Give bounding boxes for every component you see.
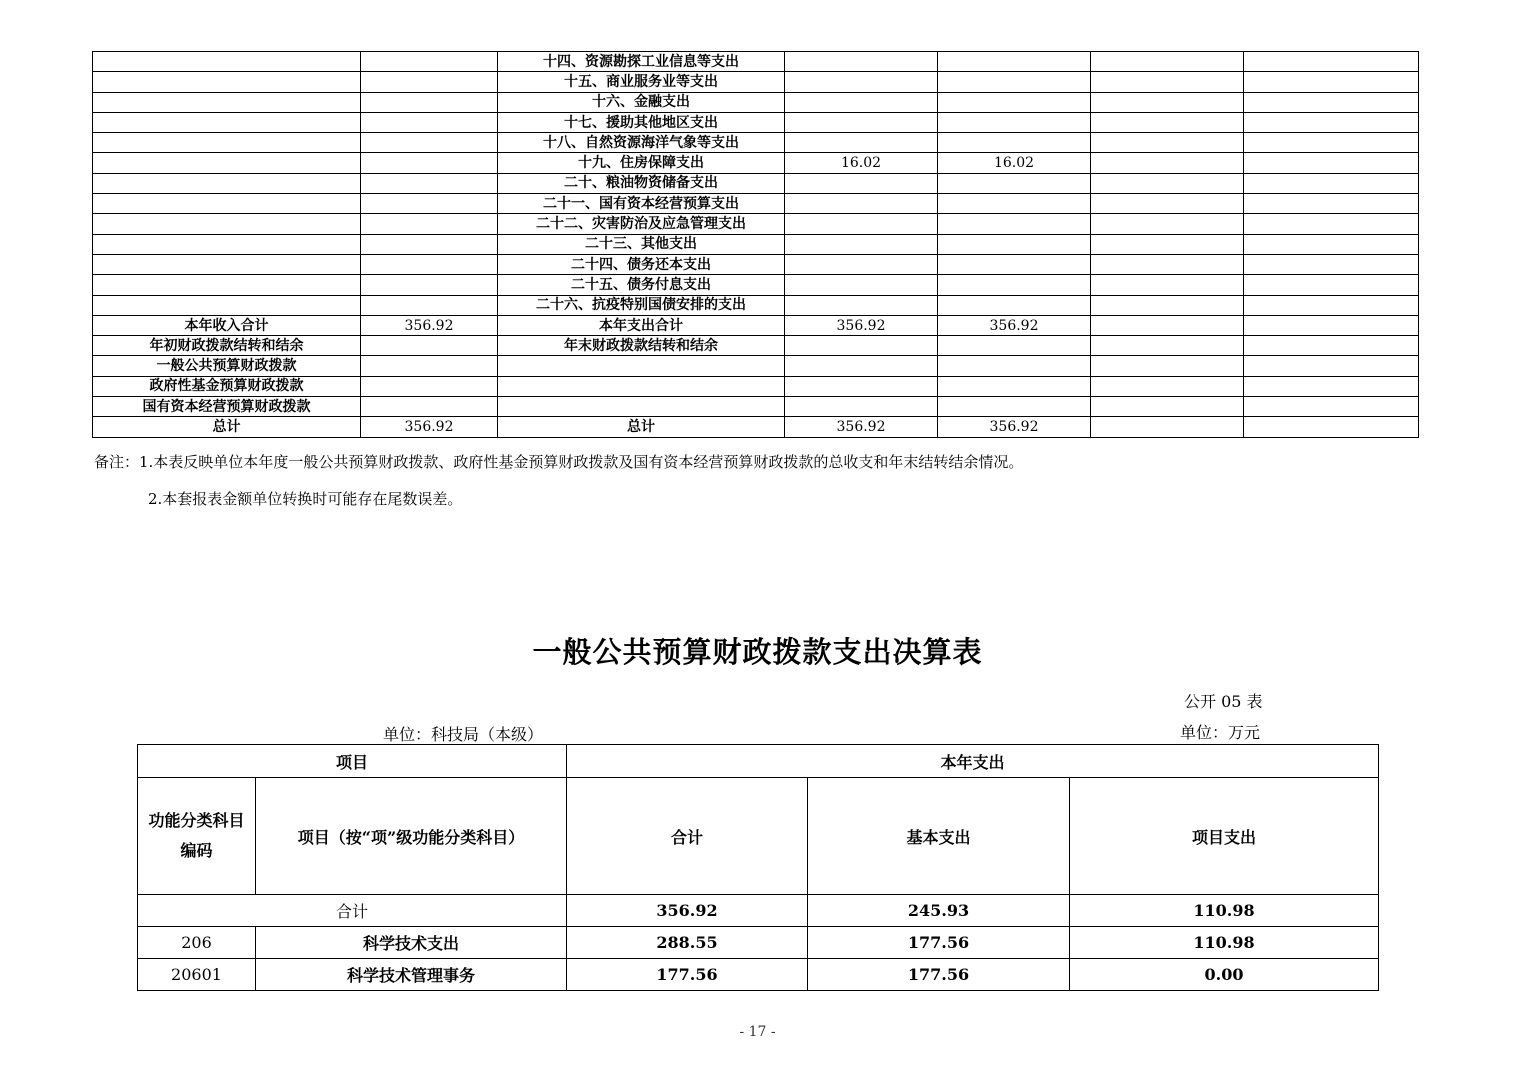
expenditure-table xyxy=(137,744,1379,991)
table-cell-c4 xyxy=(785,92,938,112)
table-cell-c7 xyxy=(1244,254,1419,274)
table-cell-c3: 十九、住房保障支出 xyxy=(498,153,785,173)
table-cell-c7 xyxy=(1244,234,1419,254)
table-row xyxy=(93,336,1419,356)
table-cell-c7 xyxy=(1244,72,1419,92)
table-cell-c5: 356.92 xyxy=(938,417,1091,437)
table-row xyxy=(93,92,1419,112)
table-cell-c3: 十四、资源勘探工业信息等支出 xyxy=(498,52,785,72)
table-cell-c3: 十五、商业服务业等支出 xyxy=(498,72,785,92)
table-cell-c2 xyxy=(361,376,498,396)
table-cell-c1 xyxy=(93,194,361,214)
table-cell-c7 xyxy=(1244,397,1419,417)
table-row xyxy=(93,315,1419,335)
table-cell-c4 xyxy=(785,254,938,274)
table-row xyxy=(93,133,1419,153)
table-cell-c1 xyxy=(93,214,361,234)
table-cell-c1 xyxy=(93,254,361,274)
table-row xyxy=(93,52,1419,72)
table-cell-name: 科学技术管理事务 xyxy=(256,959,567,991)
table-cell-c3 xyxy=(498,356,785,376)
table-cell-c6 xyxy=(1091,92,1244,112)
table-cell-c2 xyxy=(361,92,498,112)
table-cell-c2 xyxy=(361,112,498,132)
table-cell-c3: 十八、自然资源海洋气象等支出 xyxy=(498,133,785,153)
table-cell-c2 xyxy=(361,214,498,234)
table-cell-c7 xyxy=(1244,376,1419,396)
table-cell-c3: 二十二、灾害防治及应急管理支出 xyxy=(498,214,785,234)
header-row-1 xyxy=(138,745,1379,778)
table-cell-c6 xyxy=(1091,112,1244,132)
table-cell-c4 xyxy=(785,173,938,193)
header-current-year: 本年支出 xyxy=(567,745,1379,778)
table-row xyxy=(93,214,1419,234)
table-cell-c6 xyxy=(1091,214,1244,234)
table-cell-basic: 177.56 xyxy=(808,927,1070,959)
table-cell-c1: 一般公共预算财政拨款 xyxy=(93,356,361,376)
total-row-project: 110.98 xyxy=(1070,895,1379,927)
header-code: 功能分类科目编码 xyxy=(138,778,256,895)
table-row xyxy=(93,275,1419,295)
table-cell-c7 xyxy=(1244,52,1419,72)
table-cell-c6 xyxy=(1091,173,1244,193)
table-row xyxy=(93,72,1419,92)
table-cell-c6 xyxy=(1091,72,1244,92)
table-cell-total: 177.56 xyxy=(567,959,808,991)
table-cell-c6 xyxy=(1091,336,1244,356)
expenditure-table-body xyxy=(138,745,1379,991)
table-cell-c4 xyxy=(785,194,938,214)
table-cell-c7 xyxy=(1244,112,1419,132)
table-cell-c5: 356.92 xyxy=(938,315,1091,335)
header-project-exp: 项目支出 xyxy=(1070,778,1379,895)
page-number: - 17 - xyxy=(739,1024,776,1040)
table-cell-c7 xyxy=(1244,315,1419,335)
table-cell-c1: 国有资本经营预算财政拨款 xyxy=(93,397,361,417)
table-cell-c6 xyxy=(1091,133,1244,153)
unit-organization: 单位：科技局（本级） xyxy=(383,725,544,744)
table-cell-c7 xyxy=(1244,153,1419,173)
table-row xyxy=(93,234,1419,254)
table-cell-c1 xyxy=(93,92,361,112)
table-cell-c6 xyxy=(1091,234,1244,254)
table-cell-c6 xyxy=(1091,397,1244,417)
header-row-2 xyxy=(138,778,1379,895)
table-cell-c1: 政府性基金预算财政拨款 xyxy=(93,376,361,396)
table-cell-c3: 本年支出合计 xyxy=(498,315,785,335)
table-cell-basic: 177.56 xyxy=(808,959,1070,991)
table-cell-c4 xyxy=(785,234,938,254)
table-cell-c5 xyxy=(938,72,1091,92)
table-cell-c1 xyxy=(93,234,361,254)
table-cell-c5 xyxy=(938,173,1091,193)
table-cell-c5 xyxy=(938,194,1091,214)
table-cell-c6 xyxy=(1091,295,1244,315)
table-cell-c2 xyxy=(361,133,498,153)
table-cell-c6 xyxy=(1091,315,1244,335)
table-cell-c4 xyxy=(785,356,938,376)
table-cell-c3: 二十六、抗疫特别国债安排的支出 xyxy=(498,295,785,315)
table-cell-c3: 二十、粮油物资储备支出 xyxy=(498,173,785,193)
table-row xyxy=(138,959,1379,991)
table-cell-c1 xyxy=(93,72,361,92)
table-cell-c5 xyxy=(938,376,1091,396)
table-cell-name: 科学技术支出 xyxy=(256,927,567,959)
header-total: 合计 xyxy=(567,778,808,895)
total-row xyxy=(138,895,1379,927)
table-cell-c7 xyxy=(1244,417,1419,437)
table-cell-total: 288.55 xyxy=(567,927,808,959)
table-cell-c4 xyxy=(785,336,938,356)
table-cell-c4 xyxy=(785,52,938,72)
table-cell-c6 xyxy=(1091,275,1244,295)
table-cell-c2 xyxy=(361,295,498,315)
table-cell-c6 xyxy=(1091,194,1244,214)
table-cell-code: 206 xyxy=(138,927,256,959)
table-cell-c2 xyxy=(361,336,498,356)
table-cell-c3: 十六、金融支出 xyxy=(498,92,785,112)
table-cell-c1 xyxy=(93,275,361,295)
table-cell-c7 xyxy=(1244,356,1419,376)
table-cell-c4: 356.92 xyxy=(785,417,938,437)
table-cell-c6 xyxy=(1091,356,1244,376)
revenue-expenditure-table-body xyxy=(93,52,1419,438)
table-cell-c7 xyxy=(1244,194,1419,214)
table-row xyxy=(93,173,1419,193)
table-cell-c1: 年初财政拨款结转和结余 xyxy=(93,336,361,356)
table-cell-c2: 356.92 xyxy=(361,315,498,335)
header-basic: 基本支出 xyxy=(808,778,1070,895)
table-cell-c4 xyxy=(785,133,938,153)
table-cell-c3: 二十三、其他支出 xyxy=(498,234,785,254)
table-number: 公开 05 表 xyxy=(1184,692,1263,711)
expenditure-table-title: 一般公共预算财政拨款支出决算表 xyxy=(532,635,983,669)
total-row-total: 356.92 xyxy=(567,895,808,927)
table-row xyxy=(93,376,1419,396)
table-cell-c2 xyxy=(361,275,498,295)
table-cell-c3: 十七、援助其他地区支出 xyxy=(498,112,785,132)
table-cell-c2 xyxy=(361,254,498,274)
table-cell-c3: 年末财政拨款结转和结余 xyxy=(498,336,785,356)
table-cell-c1 xyxy=(93,133,361,153)
table-cell-c5 xyxy=(938,92,1091,112)
table-cell-c5 xyxy=(938,214,1091,234)
table-cell-c3 xyxy=(498,376,785,396)
table-cell-c5 xyxy=(938,52,1091,72)
table-cell-c6 xyxy=(1091,417,1244,437)
table-cell-c6 xyxy=(1091,254,1244,274)
table-cell-c2 xyxy=(361,356,498,376)
table-cell-c2 xyxy=(361,194,498,214)
table-cell-c2 xyxy=(361,234,498,254)
table-cell-c7 xyxy=(1244,214,1419,234)
table-cell-c1 xyxy=(93,295,361,315)
table-cell-c7 xyxy=(1244,92,1419,112)
table-cell-c4 xyxy=(785,214,938,234)
table-cell-c5 xyxy=(938,234,1091,254)
table-cell-c4 xyxy=(785,72,938,92)
unit-currency: 单位：万元 xyxy=(1180,723,1261,742)
table-cell-c5 xyxy=(938,295,1091,315)
table-cell-c5 xyxy=(938,397,1091,417)
table-cell-c5 xyxy=(938,112,1091,132)
table-cell-c4 xyxy=(785,295,938,315)
table-row xyxy=(93,112,1419,132)
table-cell-c1 xyxy=(93,52,361,72)
table-cell-c1 xyxy=(93,153,361,173)
table-cell-c3: 二十四、债务还本支出 xyxy=(498,254,785,274)
table-cell-code: 20601 xyxy=(138,959,256,991)
table-row xyxy=(93,417,1419,437)
table-cell-c5 xyxy=(938,275,1091,295)
table-cell-c1 xyxy=(93,173,361,193)
total-row-label: 合计 xyxy=(138,895,567,927)
table-cell-c7 xyxy=(1244,173,1419,193)
table-cell-c4 xyxy=(785,397,938,417)
header-item: 项目（按“项”级功能分类科目） xyxy=(256,778,567,895)
table-cell-project: 0.00 xyxy=(1070,959,1379,991)
table-cell-c3: 二十一、国有资本经营预算支出 xyxy=(498,194,785,214)
table-cell-project: 110.98 xyxy=(1070,927,1379,959)
table-cell-c2 xyxy=(361,153,498,173)
table-cell-c7 xyxy=(1244,295,1419,315)
table-cell-c2 xyxy=(361,397,498,417)
table-cell-c4 xyxy=(785,112,938,132)
table-cell-c1 xyxy=(93,112,361,132)
table-row xyxy=(93,356,1419,376)
table-cell-c2 xyxy=(361,173,498,193)
total-row-basic: 245.93 xyxy=(808,895,1070,927)
header-project: 项目 xyxy=(138,745,567,778)
table-cell-c4: 16.02 xyxy=(785,153,938,173)
table-row xyxy=(93,295,1419,315)
table-cell-c5 xyxy=(938,336,1091,356)
table-cell-c3: 总计 xyxy=(498,417,785,437)
table-cell-c2 xyxy=(361,72,498,92)
table-cell-c1: 总计 xyxy=(93,417,361,437)
table-cell-c5 xyxy=(938,356,1091,376)
table-row xyxy=(93,254,1419,274)
note-line-2: 2.本套报表金额单位转换时可能存在尾数误差。 xyxy=(148,490,463,508)
table-cell-c1: 本年收入合计 xyxy=(93,315,361,335)
table-cell-c5: 16.02 xyxy=(938,153,1091,173)
table-cell-c2 xyxy=(361,52,498,72)
revenue-expenditure-table xyxy=(92,51,1419,438)
table-cell-c7 xyxy=(1244,336,1419,356)
table-cell-c4 xyxy=(785,376,938,396)
table-row xyxy=(93,397,1419,417)
table-cell-c4: 356.92 xyxy=(785,315,938,335)
note-line-1: 备注：1.本表反映单位本年度一般公共预算财政拨款、政府性基金预算财政拨款及国有资本经营预算财政拨款的总收支和年末结转结余情况。 xyxy=(94,453,1024,471)
table-row xyxy=(93,153,1419,173)
table-cell-c6 xyxy=(1091,376,1244,396)
table-row xyxy=(93,194,1419,214)
table-cell-c7 xyxy=(1244,275,1419,295)
table-cell-c2: 356.92 xyxy=(361,417,498,437)
table-cell-c3 xyxy=(498,397,785,417)
table-cell-c6 xyxy=(1091,52,1244,72)
table-cell-c7 xyxy=(1244,133,1419,153)
table-cell-c4 xyxy=(785,275,938,295)
table-row xyxy=(138,927,1379,959)
table-cell-c3: 二十五、债务付息支出 xyxy=(498,275,785,295)
table-cell-c6 xyxy=(1091,153,1244,173)
table-cell-c5 xyxy=(938,254,1091,274)
table-cell-c5 xyxy=(938,133,1091,153)
